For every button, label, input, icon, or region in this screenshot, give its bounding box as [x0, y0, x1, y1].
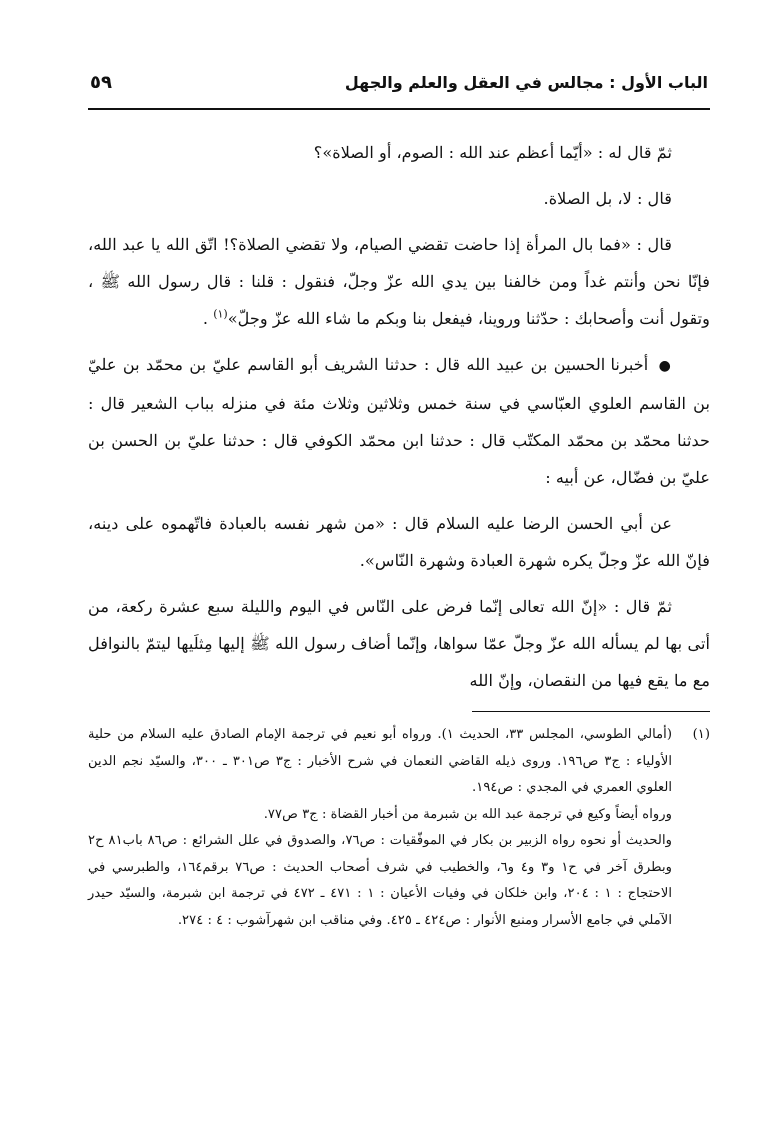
paragraph: قال : لا، بل الصلاة. [543, 189, 672, 208]
book-page [88, 72, 710, 1082]
paragraph: عن أبي الحسن الرضا عليه السلام قال : «من شهر نفسه بالعبادة فاتّهموه على دينه، فإنّ الله عزّ وجلّ يكره شهرة العبادة وشهرة النّاس». [88, 514, 710, 570]
running-title: الباب الأول : مجالس في العقل والعلم والجهل [344, 73, 708, 92]
footnote-body [88, 722, 672, 934]
footnote-item [88, 722, 710, 934]
footnote-marker: (١) [692, 727, 710, 742]
page-number: ٥٩ [90, 72, 112, 93]
footnote-line: (أمالي الطوسي، المجلس ٣٣، الحديث ١). ورواه أبو نعيم في ترجمة الإمام الصادق عليه السلام من حلية الأولياء : ج٣ ص١٩٦. وروى ذيله القاضي النعمان في شرح الأخبار : ج٣ ص٣٠١ ـ ٣٠٠، والسيّد نجم الدين العلوي العمري في المجدي : ص١٩٤. [88, 727, 673, 795]
bullet-icon: ● [658, 358, 672, 374]
running-header [88, 72, 710, 110]
footnotes [88, 722, 710, 934]
paragraph-text: قال : «فما بال المرأة إذا حاضت تقضي الصيام، ولا تقضي الصلاة؟! اتّق الله يا عبد الله، فإنّا نحن وأنتم غداً ومن خالفنا بين يدي الله عزّ وجلّ، فنقول : قلنا : قال رسول الله ﷺ ، وتقول أنت وأصحابك : حدّثنا وروينا، فيفعل بنا وبكم ما شاء الله عزّ وجلّ» [88, 235, 710, 328]
footnote-line: والحديث أو نحوه رواه الزبير بن بكار في الموفّقيات : ص٧٦، والصدوق في علل الشرائع : ص٨٦ باب٨١ ح٢ وبطرق آخر في ح١ و٣ و٤ و٦، والخطيب في شرف أصحاب الحديث : ص٧٦ برقم١٦٤، والطبرسي في الاحتجاج : ١ : ٢٠٤، وابن خلكان في وفيات الأعيان : ١ : ٤٧١ ـ ٤٧٢ في ترجمة ابن شبرمة، والسيّد حيدر الآملي في جامع الأسرار ومنبع الأنوار : ص٤٢٤ ـ ٤٢٥. وفي مناقب ابن شهرآشوب : ٤ : ٢٧٤. [88, 833, 673, 928]
footnote-divider [472, 711, 710, 712]
footnote-line: ورواه أيضاً وكيع في ترجمة عبد الله بن شبرمة من أخبار القضاة : ج٣ ص٧٧. [263, 806, 672, 822]
paragraph: ثمّ قال له : «أيّما أعظم عند الله : الصوم، أو الصلاة»؟ [313, 143, 672, 162]
hadith-paragraph [88, 346, 710, 496]
paragraph-text: أخبرنا الحسين بن عبيد الله قال : حدثنا الشريف أبو القاسم عليّ بن محمّد بن عليّ بن القاسم العلوي العبّاسي في سنة خمس وثلاثين وثلاث مئة في منزله بباب الشعير قال : حدثنا محمّد بن محمّد المكتّب قال : حدثنا ابن محمّد الكوفي قال : حدثنا عليّ بن الحسن بن عليّ بن فضّال، عن أبيه : [88, 355, 710, 487]
paragraph: ثمّ قال : «إنّ الله تعالى إنّما فرض على النّاس في اليوم والليلة سبع عشرة ركعة، من أتى بها لم يسأله الله عزّ وجلّ عمّا سواها، وإنّما أضاف رسول الله ﷺ إليها مِثلَيها ليتمّ بالنوافل مع ما يقع فيها من النقصان، وإنّ الله [88, 597, 710, 690]
paragraph-with-note [88, 226, 710, 337]
paragraph-end: . [202, 309, 214, 328]
main-text [88, 134, 710, 699]
footnote-reference: (١) [213, 307, 228, 321]
